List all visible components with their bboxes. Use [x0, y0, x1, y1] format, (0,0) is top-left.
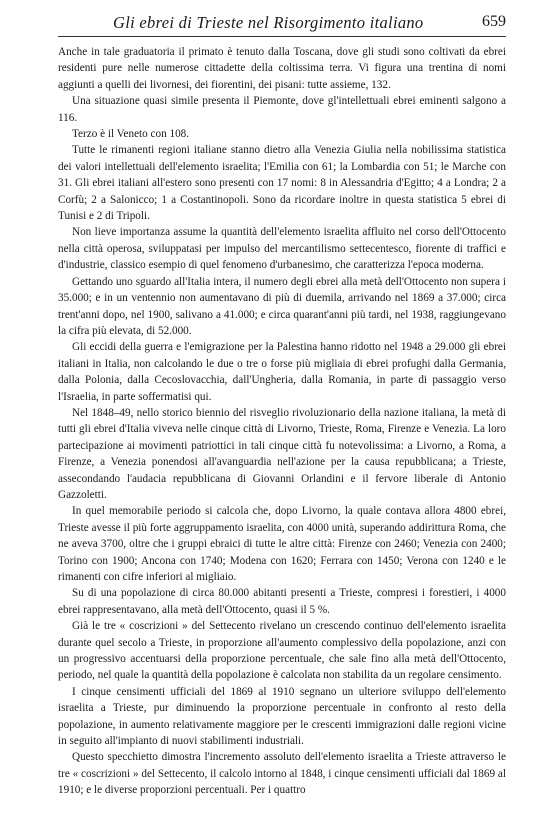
paragraph: Tutte le rimanenti regioni italiane stanno dietro alla Venezia Giulia nella nobilissima statistica dei valori intellettuali dell'elemento israelita; l'Emilia con 61; la Lombardia con 51; le Marche con 31. Gli ebrei italiani all'estero sono presenti con 17 nomi: 8 in Alessandria d'Egitto; 4 a Londra; 2 a Corfù; 2 a Salonicco; 1 a Costantinopoli. Sono da ricordare inoltre in questa statistica 5 ebrei di Tunisi e 2 di Tripoli. [58, 144, 506, 223]
paragraph: Gli eccidi della guerra e l'emigrazione per la Palestina hanno ridotto nel 1948 a 29.000 gli ebrei italiani in Italia, non calcolando le due o tre o forse più migliaia di ebrei profughi dalla Germania, dalla Polonia, dalla Cecoslovacchia, dall'Ungheria, dalla Romania, in parte di passaggio verso l'Israelia, in parte soffermatisi qui. [58, 341, 506, 403]
running-title: Gli ebrei di Trieste nel Risorgimento italiano [113, 13, 424, 32]
body-text [58, 44, 506, 799]
paragraph: Nel 1848–49, nello storico biennio del risveglio rivoluzionario della nazione italiana, la metà di tutti gli ebrei d'Italia viveva nelle cinque città di Livorno, Trieste, Roma, Firenze e Venezia. La loro partecipazione ai movimenti patriottici in tali cinque città fu notevolissima: a Livorno, a Roma, a Firenze, a Venezia ponendosi all'avanguardia nell'azione per la causa repubblicana; a Trieste, assecondando l'audacia repubblicana di Giovanni Orlandini e il fervore liberale di Antonio Gazzoletti. [58, 406, 506, 501]
running-header [58, 10, 506, 37]
paragraph: Non lieve importanza assume la quantità dell'elemento israelita affluito nel corso dell'Ottocento nella città operosa, sviluppatasi per impulso del mercantilismo settecentesco, fiorente di traffici e d'industrie, classico esempio di quel fenomeno d'urbanesimo, che caratterizza l'epoca moderna. [58, 226, 506, 272]
paragraph: I cinque censimenti ufficiali del 1869 al 1910 segnano un ulteriore sviluppo dell'elemento israelita a Trieste, pur diminuendo la proporzione percentuale in confronto al resto della popolazione, in aumento relativamente maggiore per le crescenti immigrazioni dalle regioni vicine in seguito all'impianto di nuovi stabilimenti industriali. [58, 685, 506, 748]
paragraph: Una situazione quasi simile presenta il Piemonte, dove gl'intellettuali ebrei eminenti salgono a 116. [58, 95, 506, 124]
paragraph: Questo specchietto dimostra l'incremento assoluto dell'elemento israelita a Trieste attraverso le tre « coscrizioni » del Settecento, il calcolo intorno al 1848, i cinque censimenti ufficiali dal 1869 al 1910; e le diverse proporzioni percentuali. Per i quattro [58, 751, 506, 797]
paragraph: Su di una popolazione di circa 80.000 abitanti presenti a Trieste, compresi i forestieri, i 4000 ebrei rappresentavano, alla metà dell'Ottocento, quasi il 5 %. [58, 587, 506, 616]
page-number: 659 [482, 13, 506, 30]
paragraph: Già le tre « coscrizioni » del Settecento rivelano un crescendo continuo dell'elemento israelita durante quel secolo a Trieste, in proporzione all'aumento complessivo della popolazione, anzi con un progressivo accentuarsi della proporzione percentuale, che sale fino alla metà dell'Ottocento, periodo, nel quale la quantità della popolazione è calcolata non stabilita da un regolare censimento. [58, 620, 506, 682]
paragraph: In quel memorabile periodo si calcola che, dopo Livorno, la quale contava allora 4800 ebrei, Trieste avesse il più forte aggruppamento israelita, con 4000 unità, superando addirittura Roma, che ne aveva 3700, oltre che i gruppi ebraici di tutte le altre città: Firenze con 2460; Venezia con 2400; Torino con 1900; Ancona con 1740; Modena con 1620; Ferrara con 1450; Verona con 1240 e le rimanenti con cifre inferiori al migliaio. [58, 505, 506, 583]
paragraph: Anche in tale graduatoria il primato è tenuto dalla Toscana, dove gli studi sono coltivati da ebrei residenti pure nelle numerose cittadette della coltissima terra. Vi figura una trentina di nomi aggiunti a quelli dei livornesi, dei fiorentini, dei pisani: tutte assieme, 132. [58, 46, 506, 91]
paragraph: Gettando uno sguardo all'Italia intera, il numero degli ebrei alla metà dell'Ottocento non supera i 35.000; e in un ventennio non aumentavano di più di duemila, arrivando nel 1869 a 37.000; circa trent'anni dopo, nel 1900, salivano a 41.000; e circa quarant'anni più tardi, nel 1938, raggiungevano la cifra più elevata, di 52.000. [58, 275, 506, 337]
paragraph: Terzo è il Veneto con 108. [72, 128, 190, 141]
